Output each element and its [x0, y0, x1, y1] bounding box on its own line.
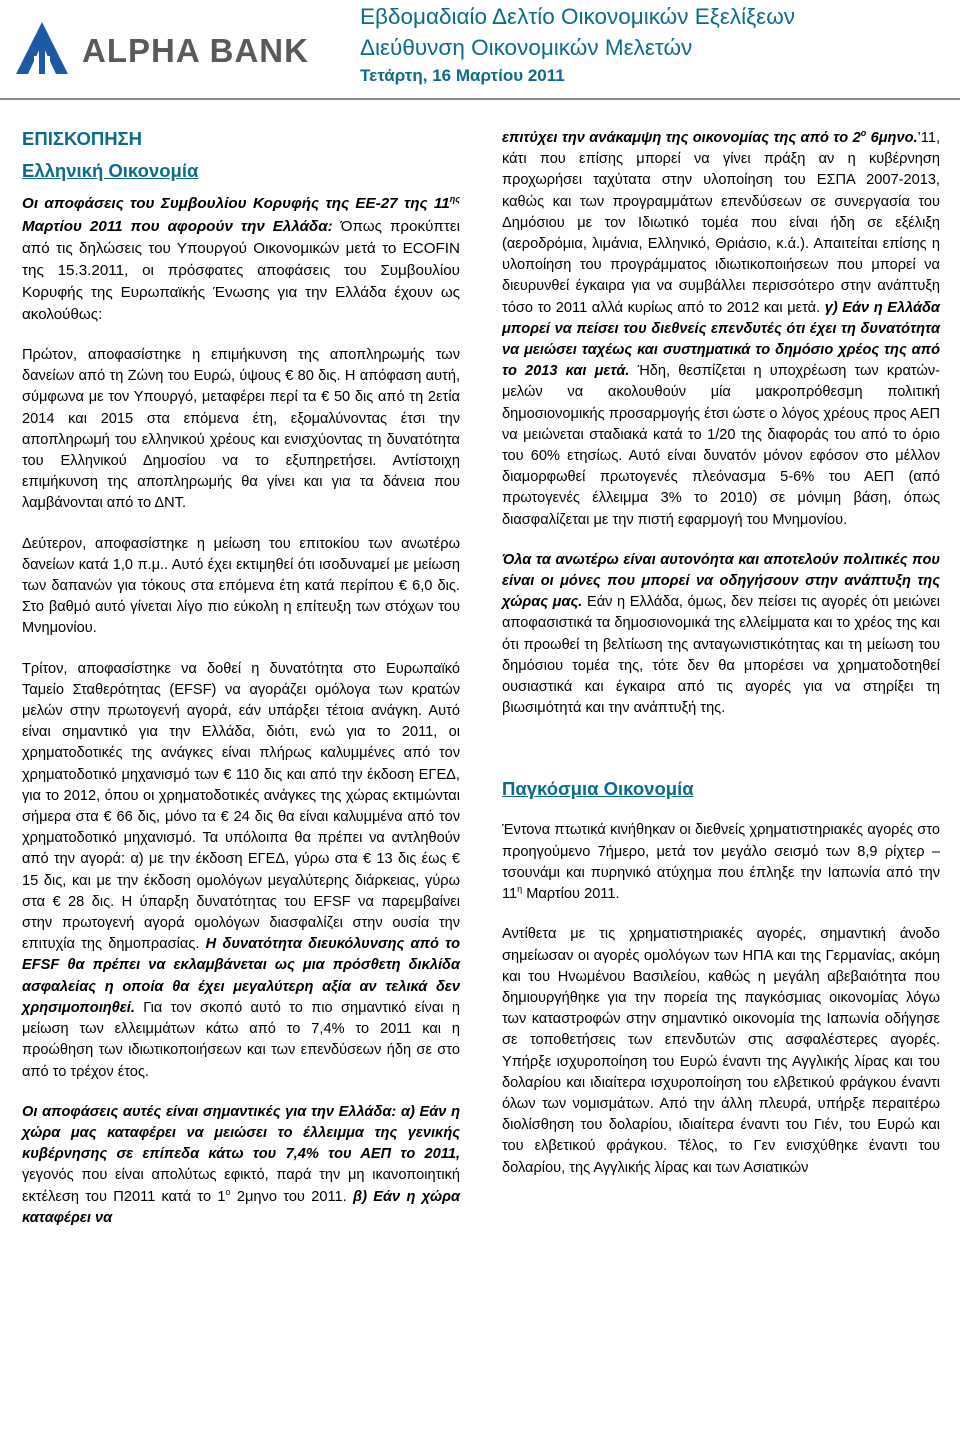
superscript-ordinal: ο	[860, 128, 867, 139]
bulletin-title: Εβδομαδιαίο Δελτίο Οικονομικών Εξελίξεων	[360, 4, 796, 29]
page-header	[0, 0, 960, 98]
recovery-emphasis-1: επιτύχει την ανάκαμψη της οικονομίας της από το 2	[502, 130, 861, 146]
summit-heading-part1: Οι αποφάσεις του Συμβουλίου Κορυφής της ΕΕ-27 της 11	[22, 195, 450, 212]
paragraph-bond-markets: Αντίθετα με τις χρηματιστηριακές αγορές, σημαντική άνοδο σημείωσαν οι αγορές ομολόγων των ΗΠΑ και της Γερμανίας, ακόμη και του Ηνωμένου Βασιλείου, καθώς η μεγάλη αβεβαιότητα που δημιουργήθηκε για την πορεία της παγκόσμιας οικονομίας λόγω των καταστροφών στην σημαντικό οικονομία της Ιαπωνία οδήγησε σε τοποθετήσεις των επενδυτών στις ασφαλέστερες αγορές. Υπήρξε ισχυροποίηση του Ευρώ έναντι της Αγγλικής λίρας και του δολαρίου και ιδιαίτερα ισχυροποίηση του ελβετικού φράγκου έναντι όλων των νομισμάτων. Από την άλλη πλευρά, υπήρξε περαιτέρω διολίσθηση του δολαρίου, ιδιαίτερα έναντι του Γιέν, του Ευρώ και του ελβετικού φράγκου. Τέλος, το Γεν ενισχύθηκε έναντι του δολαρίου, της Αγγλικής λίρας και των Ασιατικών	[502, 926, 940, 1176]
right-column	[502, 128, 940, 1179]
paragraph-recovery	[502, 128, 940, 531]
section-title: ΕΠΙΣΚΟΠΗΣΗ	[22, 128, 143, 149]
alpha-bank-emblem-icon	[12, 20, 72, 76]
left-column	[22, 126, 460, 1229]
paragraph-summit-decisions	[22, 192, 460, 326]
paragraph-second-decision: Δεύτερον, αποφασίστηκε η μείωση του επιτοκίου των ανωτέρω δανείων κατά 1,0 π.μ.. Αυτό έχει εκτιμηθεί ότι ισοδυναμεί με μείωση των δαπανών για τόκους στα επόμενα έτη κατά περίπου € 6,0 δις. Στο βαθμό αυτό γίνεται λίγο πιο εύκολη η επίτευξη των στόχων του Μνημονίου.	[22, 535, 460, 637]
importance-emphasis: Οι αποφάσεις αυτές είναι σημαντικές για την Ελλάδα: α) Εάν η χώρα μας καταφέρει να μειώσει το έλλειμμα της γενικής κυβέρνησης σε επίπεδα κάτω του 7,4% του ΑΕΠ το 2011,	[22, 1103, 460, 1163]
header-divider	[0, 98, 960, 100]
policies-text: Εάν η Ελλάδα, όμως, δεν πείσει τις αγορές ότι μειώνει αποφασιστικά τα δημοσιονομικά της ελλείμματα και το χρέος της και ότι προωθεί τη βελτίωση της ανταγωνιστικότητας και τη μείωση του δημόσιου τομέα της, τότε δεν θα μπορέσει να χρηματοδοτηθεί ουσιαστικά και έγκαιρα από τις αγορές για να στηρίξει τη βιωσιμότητά και την ανάπτυξή της.	[502, 594, 940, 717]
recovery-text: ’11, κάτι που επίσης μπορεί να γίνει πράξη αν η κυβέρνηση προχωρήσει ταχύτατα στην υλοποίηση του ΕΣΠΑ 2007-2013, καθώς και των προγραμμάτων επενδύσεων σε συνεργασία του Δημόσιου με τον Ιδιωτικό τομέα που είναι ήδη σε εξέλιξη (αεροδρόμια, λιμάνια, Ελληνικό, Θριάσιο, κ.ά.). Απαιτείται επίσης η υλοποίηση του προγράμματος ιδιωτικοποιήσεων που μπορεί να διευρυνθεί έγκαιρα για να συμβάλλει περισσότερο στην ανάπτυξη τόσο το 2011 αλλά κυρίως από το 2012 και μετά.	[502, 130, 940, 316]
global-economy-heading: Παγκόσμια Οικονομία	[502, 778, 694, 800]
debt-emphasis: γ) Εάν η Ελλάδα μπορεί να πείσει του διεθνείς επενδυτές ότι έχει τη δυνατότητα να μειώσει ταχέως και συστηματικά το δημόσιο χρέος της από το 2013 και μετά.	[502, 299, 940, 380]
paragraph-importance	[22, 1102, 460, 1229]
alpha-bank-logo	[12, 14, 312, 84]
brand-name: ALPHA BANK	[82, 32, 309, 69]
paragraph-policies	[502, 550, 940, 720]
paragraph-third-decision	[22, 659, 460, 1083]
header-titles	[360, 4, 880, 94]
markets-decline-text: Έντονα πτωτικά κινήθηκαν οι διεθνείς χρηματιστηριακές αγορές στο προηγούμενο 7ήμερο, μετά τον μεγάλο σεισμό των 8,9 ρίχτερ – τσουνάμι και πυρηνικό ατύχημα που έπληξε την Ιαπωνία από την 11	[502, 822, 940, 903]
third-decision-text: Τρίτον, αποφασίστηκε να δοθεί η δυνατότητα στο Ευρωπαϊκό Ταμείο Σταθερότητας (EFSF) να αγοράζει ομόλογα των κρατών μελών στην πρωτογενή αγορά, εάν υπάρξει τέτοια ανάγκη. Αυτό είναι σημαντικό για την Ελλάδα, διότι, ενώ για το 2011, οι χρηματοδοτικές της ανάγκες είναι πλήρως καλυμμένες από τον χρηματοδοτικό μηχανισμό των € 110 δις και από την έκδοση ΕΓΕΔ, για το 2012, όπου οι χρηματοδοτικές ανάγκες της χώρας εκτιμώνται σήμερα στα € 66 δις, μόνο τα € 24 δις θα είναι καλυμμένα από τον χρηματοδοτικό μηχανισμό. Τα υπόλοιπα θα πρέπει να αντληθούν από την αγορά: α) με την έκδοση ΕΓΕΔ, γύρω στα € 13 δις έως € 15 δις, και με την έκδοση ομολόγων μεγαλύτερης διάρκειας, γύρω στα € 28 δις. Η ύπαρξη δυνατότητας του EFSF να παρεμβαίνει στην πρωτογενή αγορά ομολόγων διασφαλίζει στην ουσία την επιτυχία της δημοπρασίας.	[22, 660, 460, 953]
publication-date: Τετάρτη, 16 Μαρτίου 2011	[360, 66, 565, 85]
department-title: Διεύθυνση Οικονομικών Μελετών	[360, 35, 693, 60]
debt-text: Ήδη, θεσπίζεται η υποχρέωση των κρατών-μελών να ακολουθούν μία μακροπρόθεσμη πολιτική δημοσιονομικής προσαρμογής έτσι ώστε ο λόγος χρέους προς ΑΕΠ να μειώνεται σταδιακά κατά το 1/20 της διαφοράς του από το όριο του 60% ετησίως. Αυτό είναι δυνατόν μόνον εφόσον στο μέλλον διαμορφωθεί πρωτογενές πλεόνασμα 5-6% του ΑΕΠ (από πρωτογενές έλλειμμα 3% το 2010) σε μόνιμη βάση, όπως διασφαλίζεται με την πιστή εφαρμογή του Μνημονίου.	[502, 363, 941, 528]
paragraph-first-decision: Πρώτον, αποφασίστηκε η επιμήκυνση της αποπληρωμής των δανείων από τη Ζώνη του Ευρώ, ύψους € 80 δις. Η απόφαση αυτή, σύμφωνα με τον Υπουργό, μεταφέρει περί τα € 50 δις από τη 2ετία 2014 και 2015 στα επόμενα έτη, εξομαλύνοντας έτσι την αποπληρωμή του ελληνικού χρέους και ενισχύοντας τη δυνατότητα του Ελληνικού Δημοσίου να το εξυπηρετήσει. Αντίστοιχη επιμήκυνση της αποπληρωμής θα γίνει και για τα δάνεια που λαμβάνονται από το ΔΝΤ.	[22, 347, 460, 512]
summit-heading-part2: Μαρτίου 2011 που αφορούν την Ελλάδα:	[22, 218, 333, 235]
greek-economy-heading: Ελληνική Οικονομία	[22, 160, 199, 181]
importance-text: γεγονός που είναι απολύτως εφικτό, παρά την μη ικανοποιητική εκτέλεση του Π2011 κατά το 1	[22, 1167, 460, 1205]
paragraph-markets-decline	[502, 820, 940, 905]
summit-intro-text: Όπως προκύπτει από τις δηλώσεις του Υπουργού Οικονομικών μετά το ECOFIN της 15.3.2011, οι πρόσφατες αποφάσεις του Συμβουλίου Κορυφής της Ευρωπαϊκής Ένωσης για την Ελλάδα έχουν ως ακολούθως:	[22, 218, 460, 323]
efsf-emphasis: Η δυνατότητα διευκόλυνσης από το EFSF θα πρέπει να εκλαμβάνεται ως μια πρόσθετη δικλίδα ασφαλείας η οποία θα έχει μεγαλύτερη αξία αν τελικά δεν χρησιμοποιηθεί.	[22, 936, 461, 1016]
superscript-ordinal: ης	[449, 193, 460, 204]
importance-emphasis-2: β) Εάν η χώρα καταφέρει να	[22, 1188, 461, 1226]
markets-decline-text-2: Μαρτίου 2011.	[522, 886, 620, 903]
third-decision-closing: Για τον σκοπό αυτό το πιο σημαντικό είναι η μείωση των ελλειμμάτων κάτω από το 7,4% το 2011 και η προώθηση των ιδιωτικοποιήσεων και των επενδύσεων ήδη σε στο από το τρέχον έτος.	[22, 999, 460, 1080]
superscript-ordinal: η	[517, 884, 523, 895]
recovery-emphasis-2: 6μηνο.	[866, 130, 918, 146]
policies-emphasis: Όλα τα ανωτέρω είναι αυτονόητα και αποτελούν πολιτικές που είναι οι μόνες που μπορεί να οδηγήσουν στην ανάπτυξη της χώρας μας.	[502, 551, 940, 611]
importance-text-2: 2μηνο του 2011.	[230, 1188, 354, 1205]
superscript-ordinal: ο	[225, 1186, 231, 1197]
